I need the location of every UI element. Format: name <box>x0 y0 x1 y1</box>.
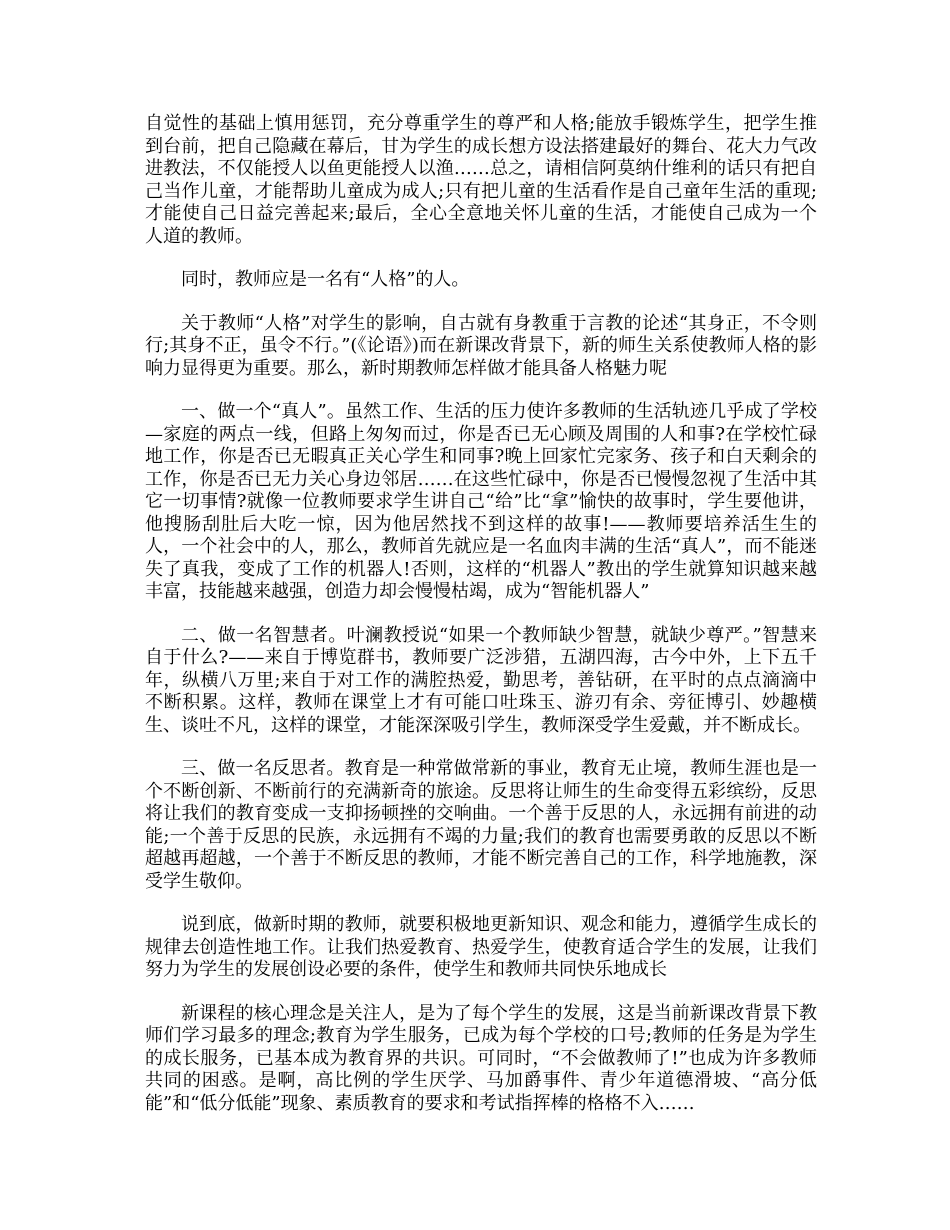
paragraph-be-reflective: 三、做一名反思者。教育是一种常做常新的事业，教育无止境，教师生涯也是一个不断创新、不断前行的充满新奇的旅途。反思将让师生的生命变得五彩缤纷，反思将让我们的教育变成一支抑扬顿挫的交响曲。一个善于反思的人，永远拥有前进的动能;一个善于反思的民族，永远拥有不竭的力量;我们的教育也需要勇敢的反思以不断超越再超越，一个善于不断反思的教师，才能不断完善自己的工作，科学地施教，深受学生敬仰。 <box>145 758 817 892</box>
paragraph-be-real-person: 一、做一个“真人”。虽然工作、生活的压力使许多教师的生活轨迹几乎成了学校—家庭的两点一线，但路上匆匆而过，你是否已无心顾及周围的人和事?在学校忙碌地工作，你是否已无暇真正关心学生和同事?晚上回家忙完家务、孩子和白天剩余的工作，你是否已无力关心身边邻居……在这些忙碌中，你是否已慢慢忽视了生活中其它一切事情?就像一位教师要求学生讲自己“给”比“拿”愉快的故事时，学生要他讲，他搜肠刮肚后大吃一惊，因为他居然找不到这样的故事!——教师要培养活生生的人，一个社会中的人，那么，教师首先就应是一名血肉丰满的生活“真人”，而不能迷失了真我，变成了工作的机器人!否则，这样的“机器人”教出的学生就算知识越来越丰富，技能越来越强，创造力却会慢慢枯竭，成为“智能机器人” <box>145 401 817 602</box>
paragraph-be-wise: 二、做一名智慧者。叶澜教授说“如果一个教师缺少智慧，就缺少尊严。”智慧来自于什么?——来自于博览群书，教师要广泛涉猎，五湖四海，古今中外，上下五千年，纵横八万里;来自于对工作的满腔热爱，勤思考，善钻研，在平时的点点滴滴中不断积累。这样，教师在课堂上才有可能口吐珠玉、游刃有余、旁征博引、妙趣横生、谈吐不凡，这样的课堂，才能深深吸引学生，教师深受学生爱戴，并不断成长。 <box>145 624 817 736</box>
paragraph-continuation: 自觉性的基础上慎用惩罚，充分尊重学生的尊严和人格;能放手锻炼学生，把学生推到台前，把自己隐藏在幕后，甘为学生的成长想方设法搭建最好的舞台、花大力气改进教法，不仅能授人以鱼更能授人以渔……总之，请相信阿莫纳什维利的话只有把自己当作儿童，才能帮助儿童成为成人;只有把儿童的生活看作是自己童年生活的重现;才能使自己日益完善起来;最后，全心全意地关怀儿童的生活，才能使自己成为一个人道的教师。 <box>145 113 817 247</box>
paragraph-new-curriculum: 新课程的核心理念是关注人，是为了每个学生的发展，这是当前新课改背景下教师们学习最多的理念;教育为学生服务，已成为每个学校的口号;教师的任务是为学生的成长服务，已基本成为教育界的共识。可同时，“不会做教师了!”也成为许多教师共同的困惑。是啊，高比例的学生厌学、马加爵事件、青少年道德滑坡、“高分低能”和“低分低能”现象、素质教育的要求和考试指挥棒的格格不入…… <box>145 1002 817 1114</box>
paragraph-personality-influence: 关于教师“人格”对学生的影响，自古就有身教重于言教的论述“其身正，不令则行;其身不正，虽令不行。”(《论语》)而在新课改背景下，新的师生关系使教师人格的影响力显得更为重要。那么，新时期教师怎样做才能具备人格魅力呢 <box>145 312 817 379</box>
paragraph-conclusion: 说到底，做新时期的教师，就要积极地更新知识、观念和能力，遵循学生成长的规律去创造性地工作。让我们热爱教育、热爱学生，使教育适合学生的发展，让我们努力为学生的发展创设必要的条件，使学生和教师共同快乐地成长 <box>145 914 817 980</box>
paragraph-personality-intro: 同时，教师应是一名有“人格”的人。 <box>181 269 470 290</box>
document-body <box>145 113 817 1136</box>
